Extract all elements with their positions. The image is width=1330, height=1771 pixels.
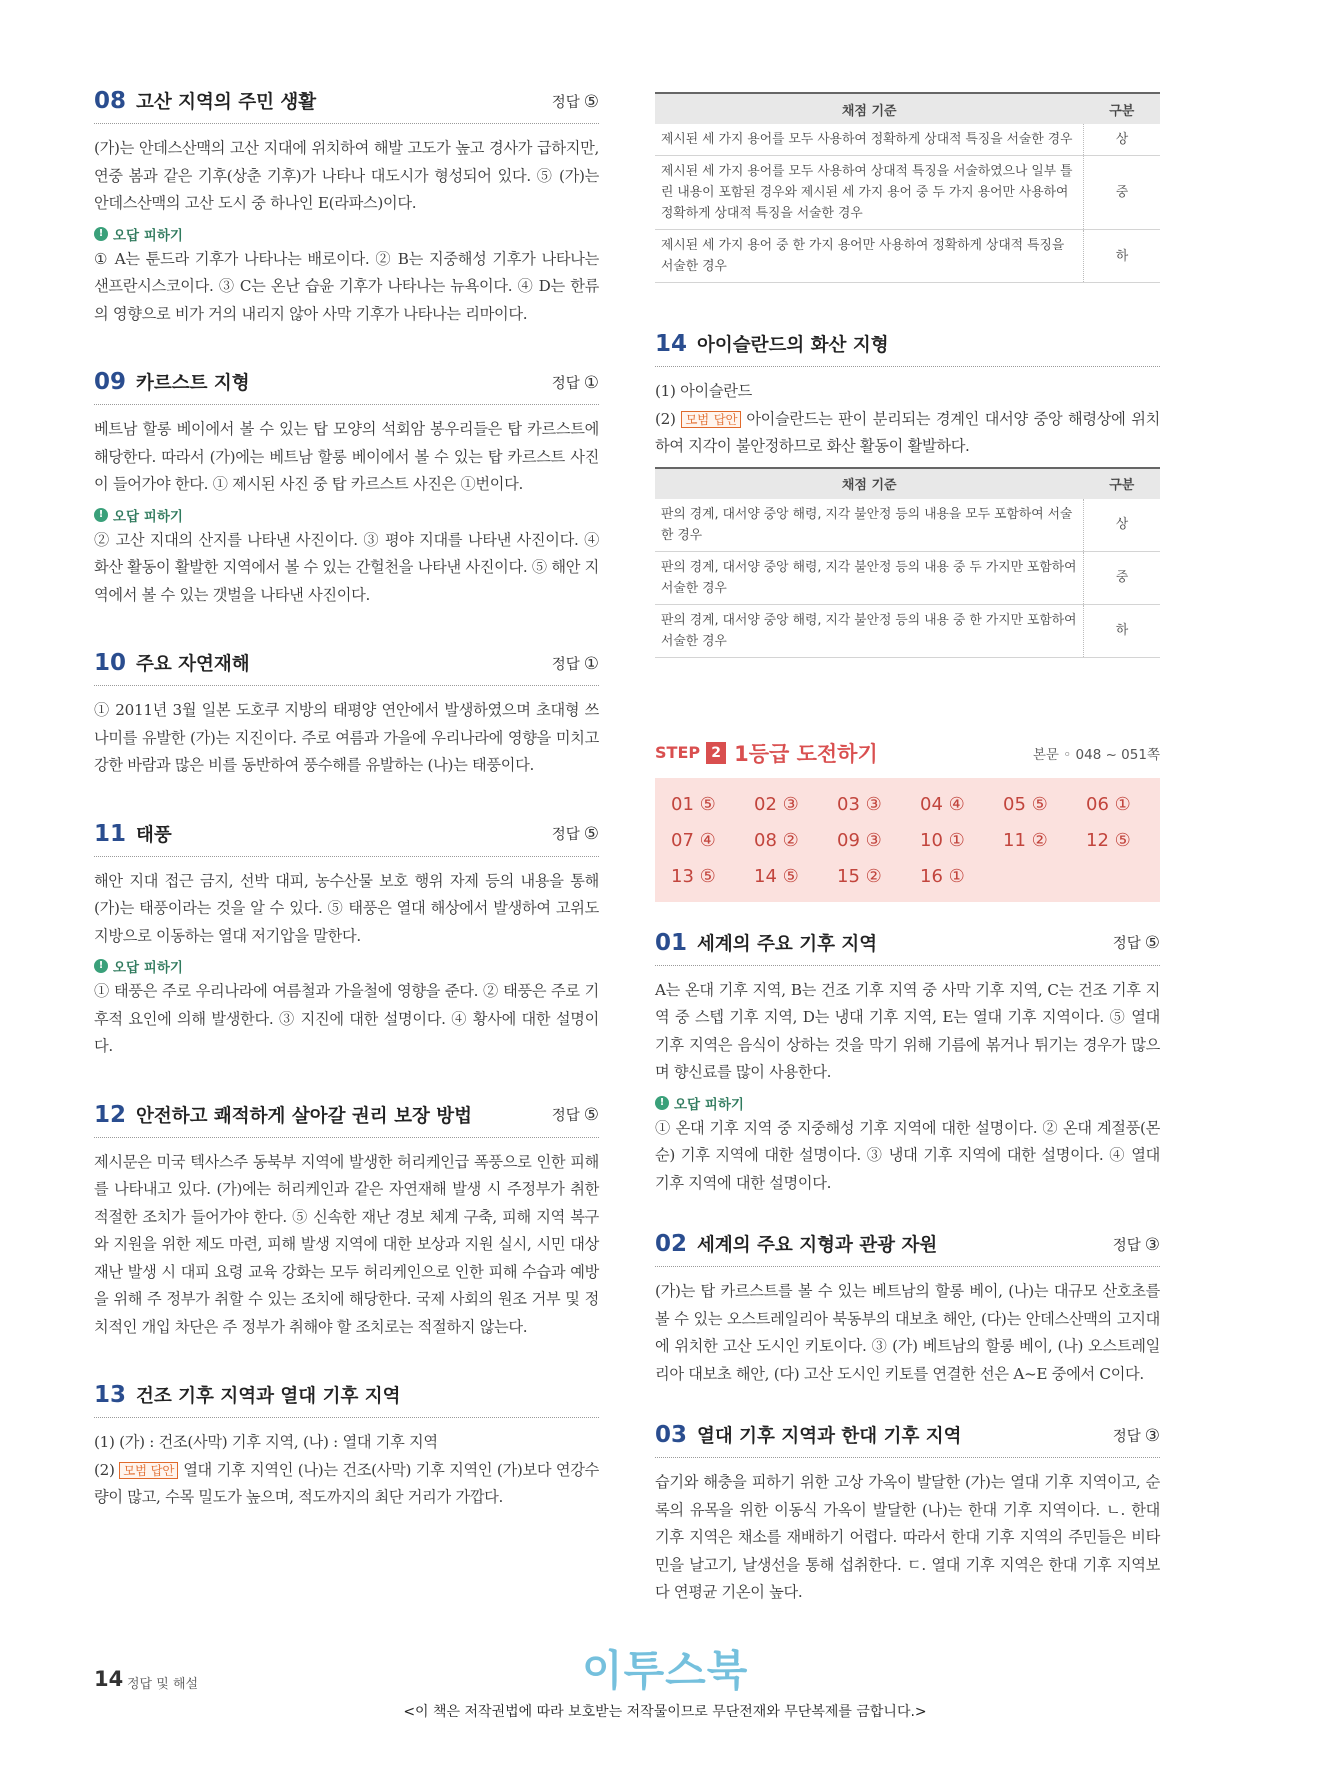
answer-cell: 08 ② xyxy=(754,829,799,851)
question-10 xyxy=(94,650,599,780)
answer-cell: 03 ③ xyxy=(837,793,882,815)
avoid-explanation: ① A는 툰드라 기후가 나타나는 배로이다. ② B는 지중해성 기후가 나타나는 샌프란시스코이다. ③ C는 온난 습윤 기후가 나타나는 뉴욕이다. ④ D는 한류의 영향으로 비가 거의 내리지 않아 사막 기후가 나타나는 리마이다. xyxy=(94,249,599,323)
avoid-explanation: ① 태풍은 주로 우리나라에 여름철과 가을철에 영향을 준다. ② 태풍은 주로 기후적 요인에 의해 발생한다. ③ 지진에 대한 설명이다. ④ 황사에 대한 설명이다. xyxy=(94,982,599,1055)
question-header xyxy=(655,930,1160,966)
answer: 정답 ① xyxy=(551,653,599,674)
answer-line-2: (2) 모범 답안 아이슬란드는 판이 분리되는 경계인 대서양 중앙 해령상에 위치하여 지각이 불안정하므로 화산 활동이 활발하다. xyxy=(655,409,1160,455)
question-header xyxy=(94,88,599,124)
explanation: (가)는 안데스산맥의 고산 지대에 위치하여 해발 고도가 높고 경사가 급하지만, 연중 봄과 같은 기후(상춘 기후)가 나타나 대도시가 형성되어 있다. ⑤ (가)는 안데스산맥의 고산 도시 중 하나인 E(라파스)이다. xyxy=(94,139,599,212)
question-header xyxy=(94,821,599,857)
rubric-table-14 xyxy=(655,467,1160,658)
step-title: 1등급 도전하기 xyxy=(734,741,878,766)
question-title: 건조 기후 지역과 열대 기후 지역 xyxy=(136,1386,401,1407)
question-title: 세계의 주요 기후 지역 xyxy=(697,933,878,955)
question-09 xyxy=(94,369,599,609)
answer-cell: 12 ⑤ xyxy=(1086,829,1131,851)
explanation: 제시문은 미국 텍사스주 동북부 지역에 발생한 허리케인급 폭풍으로 인한 피해를 나타내고 있다. (가)에는 허리케인과 같은 자연재해 발생 시 주정부가 취한 적절한 조치가 들어가야 한다. ⑤ 신속한 재난 경보 체계 구축, 피해 지역 복구와 지원을 위한 제도 마련, 피해 발생 지역에 대한 보상과 지원 실시, 시민 대상 재난 발생 시 대피 요령 교육 강화는 모두 허리케인으로 인한 피해 수습과 예방을 위해 주 정부가 취할 수 있는 조치에 해당한다. 국제 사회의 원조 거부 및 정치적인 개입 차단은 주 정부가 취해야 할 조치로는 적절하지 않는다. xyxy=(94,1152,599,1336)
question-number: 01 xyxy=(655,929,688,956)
answer: 정답 ① xyxy=(551,372,599,393)
rubric-table-13 xyxy=(655,92,1160,283)
answer-cell: 11 ② xyxy=(1003,829,1048,851)
question-header xyxy=(94,650,599,686)
question-number: 10 xyxy=(94,650,127,676)
answer: 정답 ③ xyxy=(1112,1234,1160,1255)
explanation: A는 온대 기후 지역, B는 건조 기후 지역 중 사막 기후 지역, C는 건조 기후 지역 중 스텝 기후 지역, D는 냉대 기후 지역, E는 열대 기후 지역이다. ⑤ 열대 기후 지역은 음식이 상하는 것을 막기 위해 기름에 볶거나 튀기는 경우가 많으며 향신료를 많이 사용한다. xyxy=(655,980,1160,1081)
answer-cell: 02 ③ xyxy=(754,793,799,815)
answer: 정답 ⑤ xyxy=(551,91,599,112)
rubric-row: 판의 경계, 대서양 중앙 해령, 지각 불안정 등의 내용 중 두 가지만 포함하여 서술한 경우 중 xyxy=(655,551,1160,604)
footer-label: 정답 및 해설 xyxy=(127,1677,199,1692)
avoid-heading: ! 오답 피하기 xyxy=(655,1093,1160,1113)
publisher-logo: 이투스북 xyxy=(582,1646,749,1695)
avoid-explanation: ② 고산 지대의 산지를 나타낸 사진이다. ③ 평야 지대를 나타낸 사진이다. ④ 화산 활동이 활발한 지역에서 볼 수 있는 간헐천을 나타낸 사진이다. ⑤ 해안 지역에서 볼 수 있는 갯벌을 나타낸 사진이다. xyxy=(94,530,599,604)
question-title: 아이슬란드의 화산 지형 xyxy=(697,335,889,356)
question-title: 안전하고 쾌적하게 살아갈 권리 보장 방법 xyxy=(136,1105,473,1127)
question-title: 열대 기후 지역과 한대 기후 지역 xyxy=(697,1426,962,1447)
answer-grid xyxy=(655,778,1160,902)
answer-cell: 10 ① xyxy=(920,829,965,851)
right-column xyxy=(655,92,1160,1648)
explanation: 베트남 할롱 베이에서 볼 수 있는 탑 모양의 석회암 봉우리들은 탑 카르스트에 해당한다. 따라서 (가)에는 베트남 할롱 베이에서 볼 수 있는 탑 카르스트 사진이 들어가야 한다. ① 제시된 사진 중 탑 카르스트 사진은 ①번이다. xyxy=(94,420,599,493)
answer-cell: 09 ③ xyxy=(837,829,882,851)
exclamation-icon: ! xyxy=(94,508,108,522)
question-title: 태풍 xyxy=(136,824,172,846)
question-title: 주요 자연재해 xyxy=(136,654,250,675)
question-header xyxy=(94,369,599,405)
question-number: 09 xyxy=(94,369,127,395)
explanation: 습기와 해충을 피하기 위한 고상 가옥이 발달한 (가)는 열대 기후 지역이고, 순록의 유목을 위한 이동식 가옥이 발달한 (나)는 한대 기후 지역이다. ㄴ. 한대 기후 지역은 채소를 재배하기 어렵다. 따라서 한대 기후 지역의 주민들은 비타민을 날고기, 날생선을 통해 섭취한다. ㄷ. 열대 기후 지역은 한대 기후 지역보다 연평균 기온이 높다. xyxy=(655,1473,1160,1601)
rubric-header-grade: 구분 xyxy=(1084,93,1161,124)
question-title: 카르스트 지형 xyxy=(136,373,250,394)
rubric-row: 판의 경계, 대서양 중앙 해령, 지각 불안정 등의 내용 중 한 가지만 포함하여 서술한 경우 하 xyxy=(655,604,1160,657)
question-number: 02 xyxy=(655,1231,688,1257)
rubric-row: 판의 경계, 대서양 중앙 해령, 지각 불안정 등의 내용을 모두 포함하여 서술한 경우 상 xyxy=(655,499,1160,552)
rubric-header-criteria: 채점 기준 xyxy=(655,93,1084,124)
explanation: 해안 지대 접근 금지, 선박 대피, 농수산물 보호 행위 자제 등의 내용을 통해 (가)는 태풍이라는 것을 알 수 있다. ⑤ 태풍은 열대 해상에서 발생하여 고위도 지방으로 이동하는 열대 저기압을 말한다. xyxy=(94,871,599,945)
question-number: 13 xyxy=(94,1382,127,1408)
explanation: (가)는 탑 카르스트를 볼 수 있는 베트남의 할롱 베이, (나)는 대규모 산호초를 볼 수 있는 오스트레일리아 북동부의 대보초 해안, (다)는 안데스산맥의 고지대에 위치한 고산 도시인 키토이다. ③ (가) 베트남의 할롱 베이, (나) 오스트레일리아 대보초 해안, (다) 고산 도시인 키토를 연결한 선은 A~E 중에서 C이다. xyxy=(655,1282,1160,1383)
question-header xyxy=(655,1231,1160,1267)
avoid-heading: ! 오답 피하기 xyxy=(94,224,599,244)
step-page-reference: 본문 ◦ 048 ~ 051쪽 xyxy=(1032,746,1160,763)
question-header xyxy=(94,1102,599,1138)
answer-cell: 16 ① xyxy=(920,865,965,887)
question-number: 08 xyxy=(94,88,127,114)
question-08 xyxy=(94,88,599,328)
answer-cell: 01 ⑤ xyxy=(671,793,716,815)
rubric-header-criteria: 채점 기준 xyxy=(655,468,1084,499)
answer-cell: 14 ⑤ xyxy=(754,865,799,887)
answer: 정답 ⑤ xyxy=(1112,933,1160,953)
question-header xyxy=(655,1422,1160,1458)
question-title: 고산 지역의 주민 생활 xyxy=(136,92,317,113)
answer-line-2: (2) 모범 답안 열대 기후 지역인 (나)는 건조(사막) 기후 지역인 (가)보다 연강수량이 많고, 수목 밀도가 높으며, 적도까지의 최단 거리가 가깝다. xyxy=(94,1460,600,1506)
model-answer-badge: 모범 답안 xyxy=(119,1462,178,1479)
question-11 xyxy=(94,821,599,1061)
question-number: 03 xyxy=(655,1422,688,1448)
question-r03 xyxy=(655,1422,1160,1607)
page-number: 14 xyxy=(94,1667,124,1691)
model-answer-badge: 모범 답안 xyxy=(681,411,741,428)
copyright-notice: <이 책은 저작권법에 따라 보호받는 저작물이므로 무단전재와 무단복제를 금합니다.> xyxy=(403,1704,927,1720)
question-header xyxy=(655,331,1160,367)
step-label: STEP xyxy=(655,743,701,762)
step-number: 2 xyxy=(706,742,726,764)
question-12 xyxy=(94,1102,599,1342)
answer: 정답 ③ xyxy=(1112,1425,1160,1446)
avoid-explanation: ① 온대 기후 지역 중 지중해성 기후 지역에 대한 설명이다. ② 온대 계절풍(몬순) 기후 지역에 대한 설명이다. ③ 냉대 기후 지역에 대한 설명이다. ④ 열대 기후 지역에 대한 설명이다. xyxy=(655,1118,1160,1192)
left-column xyxy=(94,88,599,1553)
answer-cell: 07 ④ xyxy=(671,829,716,851)
step-header xyxy=(655,738,1160,768)
rubric-header-grade: 구분 xyxy=(1084,468,1161,499)
rubric-row: 제시된 세 가지 용어 중 한 가지 용어만 사용하여 정확하게 상대적 특징을 서술한 경우 하 xyxy=(655,230,1160,283)
question-number: 12 xyxy=(94,1101,127,1128)
answer-cell: 15 ② xyxy=(837,865,882,887)
exclamation-icon: ! xyxy=(94,959,108,973)
question-number: 14 xyxy=(655,331,688,357)
avoid-heading: ! 오답 피하기 xyxy=(94,505,599,525)
exclamation-icon: ! xyxy=(655,1096,669,1110)
answer-cell: 05 ⑤ xyxy=(1003,793,1048,815)
exclamation-icon: ! xyxy=(94,227,108,241)
answer-cell: 06 ① xyxy=(1086,793,1131,815)
avoid-heading: ! 오답 피하기 xyxy=(94,956,599,976)
question-header xyxy=(94,1382,599,1418)
rubric-row: 제시된 세 가지 용어를 모두 사용하여 정확하게 상대적 특징을 서술한 경우 상 xyxy=(655,124,1160,156)
answer: 정답 ⑤ xyxy=(551,824,599,844)
answer-line-1: (1) (가) : 건조(사막) 기후 지역, (나) : 열대 기후 지역 xyxy=(94,1433,438,1451)
answer-cell: 04 ④ xyxy=(920,793,965,815)
question-title: 세계의 주요 지형과 관광 자원 xyxy=(697,1235,938,1256)
explanation: ① 2011년 3월 일본 도호쿠 지방의 태평양 연안에서 발생하였으며 초대형 쓰나미를 유발한 (가)는 지진이다. 주로 여름과 가을에 우리나라에 영향을 미치고 강한 바람과 많은 비를 동반하여 풍수해를 유발하는 (나)는 태풍이다. xyxy=(94,701,599,774)
answer: 정답 ⑤ xyxy=(551,1105,599,1125)
question-r02 xyxy=(655,1231,1160,1388)
answer-cell: 13 ⑤ xyxy=(671,865,716,887)
question-13 xyxy=(94,1382,599,1512)
question-14 xyxy=(655,331,1160,461)
question-r01 xyxy=(655,930,1160,1198)
rubric-row: 제시된 세 가지 용어를 모두 사용하여 상대적 특징을 서술하였으나 일부 틀린 내용이 포함된 경우와 제시된 세 가지 용어 중 두 가지 용어만 사용하여 정확하게 상대적 특징을 서술한 경우 중 xyxy=(655,156,1160,230)
answer-line-1: (1) 아이슬란드 xyxy=(655,382,752,400)
question-number: 11 xyxy=(94,820,127,847)
